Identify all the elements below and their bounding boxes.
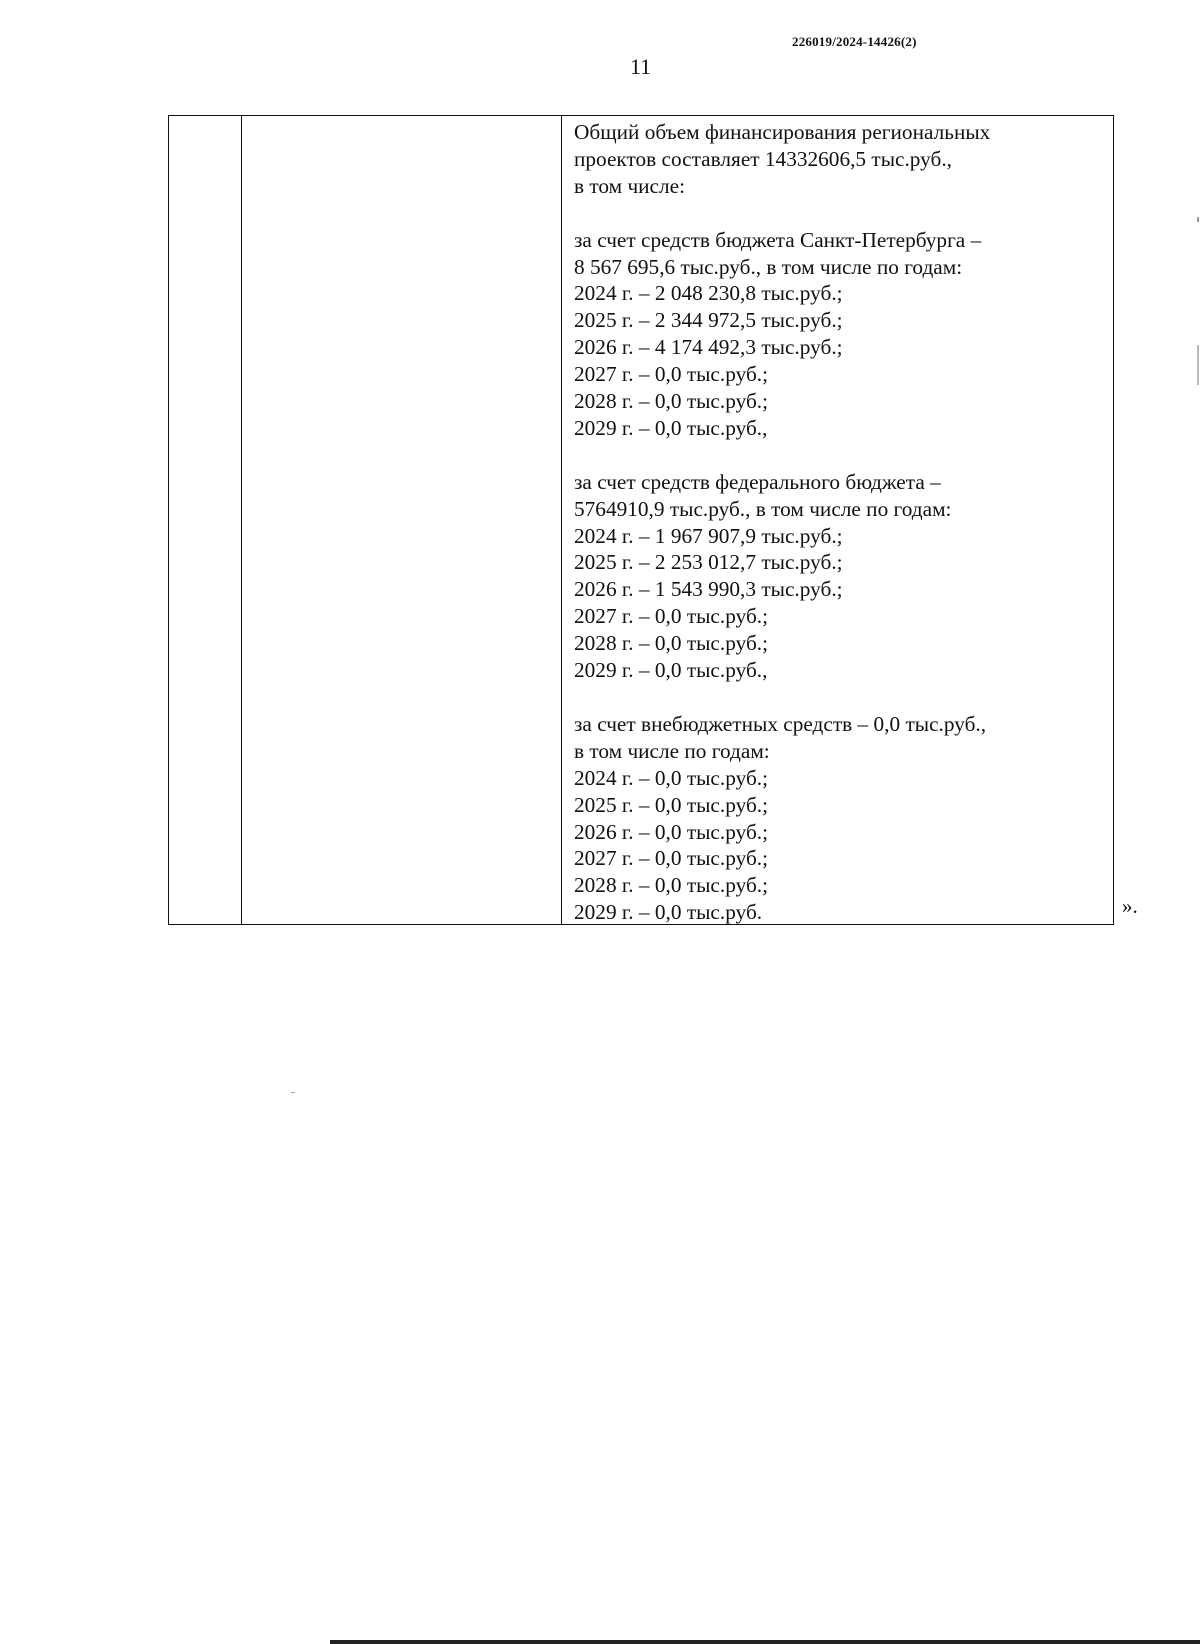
closing-quote-mark: ». [1122, 894, 1138, 918]
financing-text-line: 2028 г. – 0,0 тыс.руб.; [574, 873, 769, 898]
scan-artifact [1197, 345, 1199, 385]
financing-text-line: в том числе: [574, 173, 686, 198]
financing-text-line: 2024 г. – 0,0 тыс.руб.; [574, 765, 769, 790]
table-column-divider-1 [241, 116, 242, 924]
financing-description-cell [574, 119, 1094, 926]
financing-text-line: проектов составляет 14332606,5 тыс.руб., [574, 146, 953, 171]
financing-text-line: Общий объем финансирования региональных [574, 120, 991, 144]
financing-text-line: 5764910,9 тыс.руб., в том числе по годам: [574, 496, 952, 521]
paragraph-gap [574, 200, 1094, 227]
financing-text-line: 2029 г. – 0,0 тыс.руб. [574, 900, 763, 925]
financing-text-line: 2026 г. – 4 174 492,3 тыс.руб.; [574, 335, 843, 360]
financing-text-line: 2026 г. – 0,0 тыс.руб.; [574, 819, 769, 844]
scan-artifact [291, 1092, 295, 1093]
paragraph-gap [574, 684, 1094, 711]
paragraph-gap [574, 442, 1094, 469]
financing-text-line: в том числе по годам: [574, 738, 770, 763]
financing-text-line: за счет средств федерального бюджета – [574, 469, 941, 494]
financing-text-line: 2025 г. – 0,0 тыс.руб.; [574, 792, 769, 817]
financing-text-line: 2024 г. – 2 048 230,8 тыс.руб.; [574, 281, 843, 306]
financing-table [168, 115, 1114, 925]
financing-text-line: за счет внебюджетных средств – 0,0 тыс.руб., [574, 711, 987, 736]
scan-artifact [1197, 217, 1199, 222]
financing-text-line: 2027 г. – 0,0 тыс.руб.; [574, 362, 769, 387]
financing-text-line: 2029 г. – 0,0 тыс.руб., [574, 658, 768, 683]
page-number: 11 [630, 54, 652, 79]
financing-text-line: 8 567 695,6 тыс.руб., в том числе по годам: [574, 254, 963, 279]
table-column-divider-2 [561, 116, 562, 924]
financing-text-line: 2028 г. – 0,0 тыс.руб.; [574, 389, 769, 414]
financing-text-line: 2027 г. – 0,0 тыс.руб.; [574, 604, 769, 629]
financing-text-line: 2026 г. – 1 543 990,3 тыс.руб.; [574, 577, 843, 602]
financing-text-line: за счет средств бюджета Санкт-Петербурга – [574, 227, 982, 252]
scan-bottom-edge [330, 1640, 1200, 1644]
financing-text-line: 2025 г. – 2 253 012,7 тыс.руб.; [574, 550, 843, 575]
financing-text-line: 2024 г. – 1 967 907,9 тыс.руб.; [574, 523, 843, 548]
financing-text-line: 2028 г. – 0,0 тыс.руб.; [574, 631, 769, 656]
financing-text-line: 2025 г. – 2 344 972,5 тыс.руб.; [574, 308, 843, 333]
financing-text-line: 2027 г. – 0,0 тыс.руб.; [574, 846, 769, 871]
document-registration-number: 226019/2024-14426(2) [792, 34, 917, 49]
financing-text-line: 2029 г. – 0,0 тыс.руб., [574, 415, 768, 440]
